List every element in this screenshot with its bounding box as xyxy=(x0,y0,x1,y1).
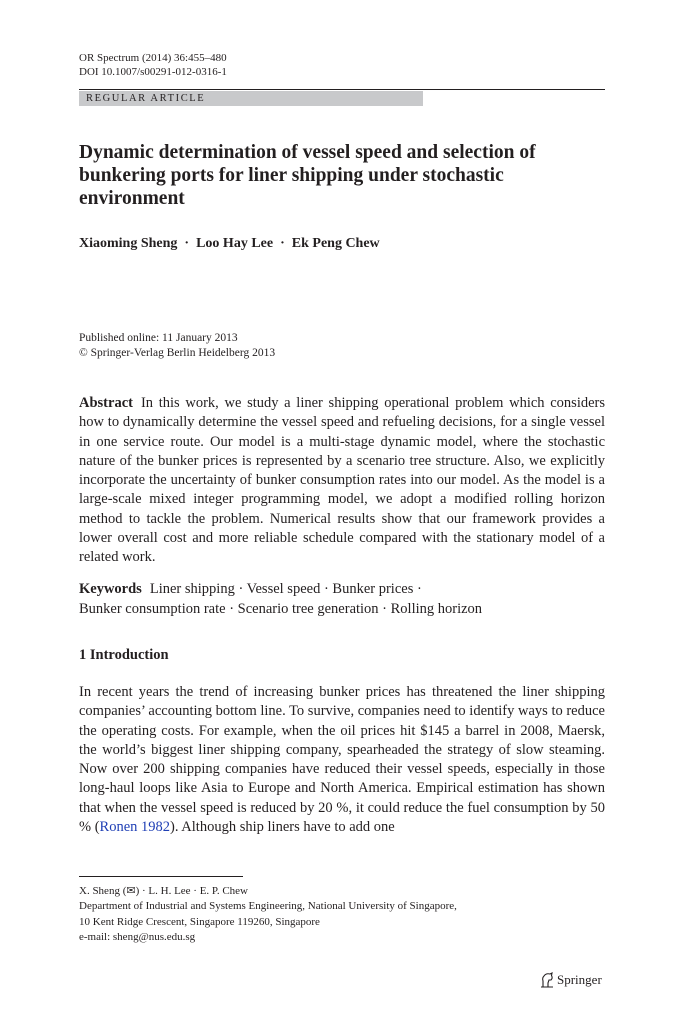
author-list xyxy=(79,236,380,252)
footnote-authors: X. Sheng (✉) · L. H. Lee · E. P. Chew xyxy=(79,885,248,897)
keywords xyxy=(79,580,605,619)
abstract-text: In this work, we study a liner shipping operational problem which considers how to dynamically determine the vessel speed and refueling decisions, for a single vessel in one service route. Our model is a multi-stage dynamic model, where the stochastic nature of the bunker prices is represented by a scenario tree structure. Also, we explicitly incorporate the uncertainty of bunker consumption rates into our model. As the model is a large-scale mixed integer programming model, we adopt a modified rolling horizon method to tackle the problem. Numerical results show that our framework provides a lower overall cost and more reliable schedule compared with the stationary model of a related work. xyxy=(79,395,605,566)
publisher-name: Springer xyxy=(557,972,602,987)
footnote-affiliation: Department of Industrial and Systems Engineering, National University of Singapore, xyxy=(79,900,457,913)
doi: DOI 10.1007/s00291-012-0316-1 xyxy=(79,66,227,78)
author-name: Ek Peng Chew xyxy=(291,236,380,251)
keywords-line-2: Bunker consumption rate · Scenario tree generation · Rolling horizon xyxy=(79,600,483,617)
journal-citation: OR Spectrum (2014) 36:455–480 xyxy=(79,52,227,64)
footnote-rule xyxy=(79,876,243,877)
keywords-label: Keywords xyxy=(79,581,142,597)
intro-text-after-citation: ). Although ship liners have to add one xyxy=(170,819,395,836)
author-name: Xiaoming Sheng xyxy=(79,236,178,251)
introduction-text xyxy=(79,683,605,837)
published-date: Published online: 11 January 2013 xyxy=(79,332,238,344)
paper-title: Dynamic determination of vessel speed and selection of bunkering ports for liner shipping under stochastic environment xyxy=(79,142,536,209)
journal-info xyxy=(79,51,227,79)
keywords-line-1: Liner shipping · Vessel speed · Bunker prices · xyxy=(149,581,422,597)
footnote-email: e-mail: sheng@nus.edu.sg xyxy=(79,930,196,943)
copyright-notice: © Springer-Verlag Berlin Heidelberg 2013 xyxy=(79,347,276,359)
springer-horse-icon xyxy=(540,972,554,988)
header-rule xyxy=(79,89,605,90)
intro-text-before-citation: In recent years the trend of increasing bunker prices has threatened the liner shipping companies’ accounting bottom line. To survive, companies need to identify ways to reduce the operating costs. For example, when the oil prices hit $145 a barrel in 2008, Maersk, the world’s biggest liner shipping company, spearheaded the strategy of slow steaming. Now over 200 shipping companies have reduced their vessel speeds, especially in those long-haul loops like Asia to Europe and North America. Empirical estimation has shown that when the vessel speed is reduced by 20 %, it could reduce the fuel consumption by 50 % ( xyxy=(79,684,605,836)
author-separator: · xyxy=(184,236,190,251)
publisher-logo xyxy=(540,972,602,988)
publication-info xyxy=(79,331,275,361)
abstract xyxy=(79,394,605,568)
section-heading: 1 Introduction xyxy=(79,647,169,663)
author-name: Loo Hay Lee xyxy=(196,236,274,251)
citation-link[interactable]: Ronen 1982 xyxy=(99,819,171,836)
footnote xyxy=(79,884,457,945)
author-separator: · xyxy=(280,236,285,251)
article-type-badge: REGULAR ARTICLE xyxy=(79,91,423,106)
abstract-label: Abstract xyxy=(79,395,133,411)
footnote-address: 10 Kent Ridge Crescent, Singapore 119260, Singapore xyxy=(79,915,320,928)
